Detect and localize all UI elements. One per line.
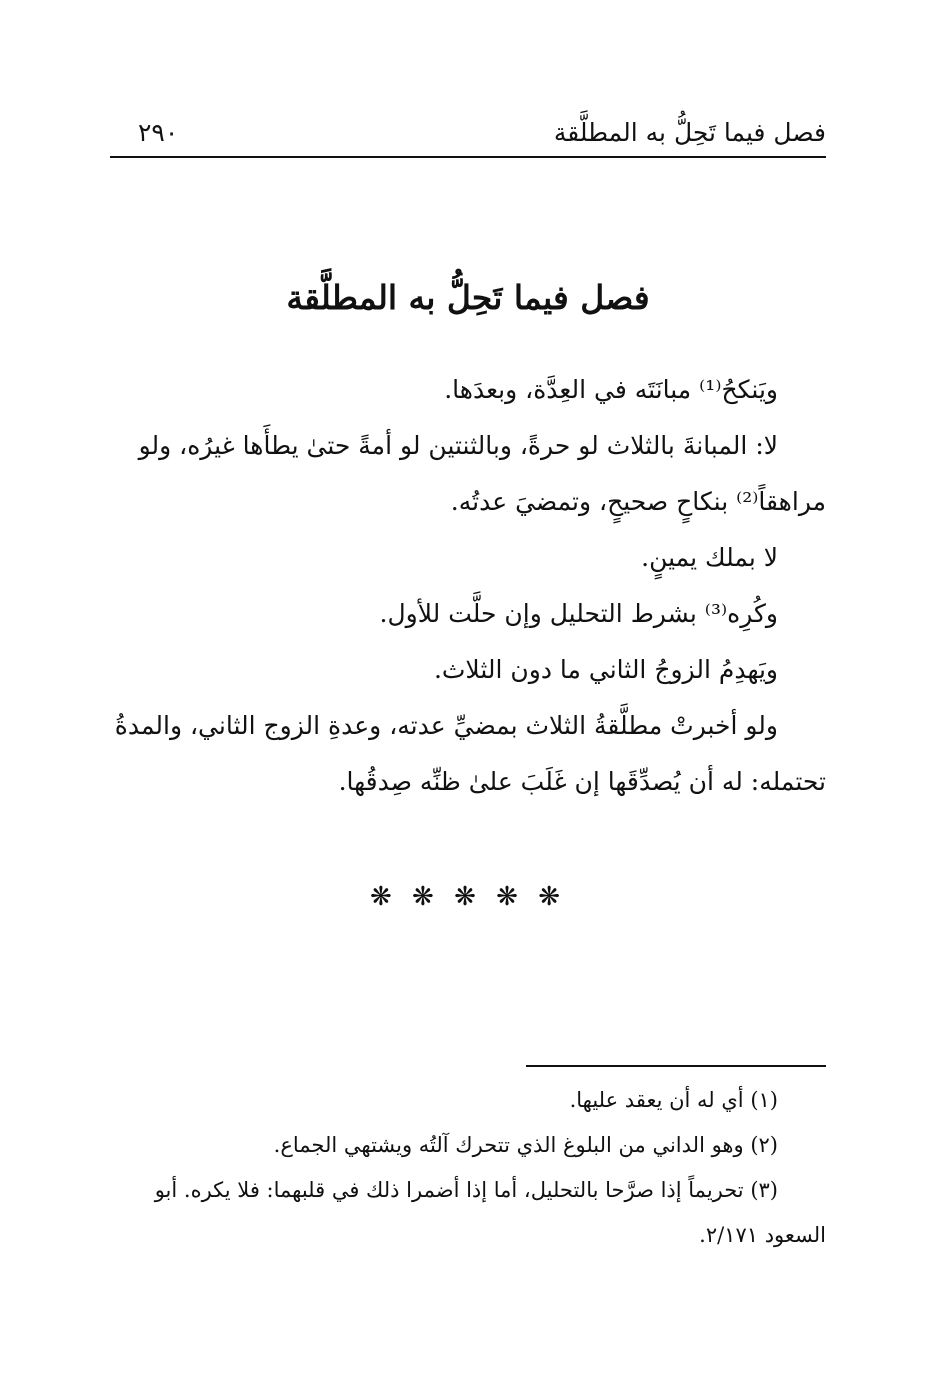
paragraph-2-line-2: مراهقاً⁽²⁾ بنكاحٍ صحيحٍ، وتمضيَ عدتُه. — [450, 487, 826, 516]
page-number: ٢٩٠ — [138, 118, 179, 147]
section-divider: ❋ ❋ ❋ ❋ ❋ — [370, 882, 566, 912]
paragraph-5: ويَهدِمُ الزوجُ الثاني ما دون الثلاث. — [433, 655, 778, 684]
body-text — [110, 362, 826, 810]
paragraph-3: لا بملك يمينٍ. — [641, 543, 778, 572]
footnotes — [110, 1078, 826, 1258]
footnote-3-line-2: السعود ٢/١٧١. — [699, 1223, 826, 1247]
paragraph-6-line-2: تحتمله: له أن يُصدِّقَها إن غَلَبَ علىٰ ظنِّه صِدقُها. — [338, 767, 826, 796]
chapter-title: فصل فيما تَحِلُّ به المطلَّقة — [286, 278, 650, 317]
footnote-2: (٢) وهو الداني من البلوغ الذي تتحرك آلتُه ويشتهي الجماع. — [273, 1133, 778, 1157]
footnote-1: (١) أي له أن يعقد عليها. — [569, 1088, 778, 1112]
paragraph-1: ويَنكحُ⁽¹⁾ مبانَتَه في العِدَّة، وبعدَها. — [444, 375, 778, 404]
paragraph-2-line-1: لا: المبانةَ بالثلاث لو حرةً، وبالثنتين لو أمةً حتىٰ يطأَها غيرُه، ولو — [138, 431, 778, 460]
running-header-title: فصل فيما تَحِلُّ به المطلَّقة — [553, 118, 826, 147]
running-header — [110, 112, 826, 158]
footnote-3-line-1: (٣) تحريماً إذا صرَّحا بالتحليل، أما إذا أضمرا ذلك في قلبهما: فلا يكره. أبو — [154, 1178, 778, 1202]
footnote-separator — [526, 1065, 826, 1067]
paragraph-6-line-1: ولو أخبرتْ مطلَّقةُ الثلاث بمضيِّ عدته، وعدةِ الزوج الثاني، والمدةُ — [114, 711, 778, 740]
paragraph-4: وكُرِه⁽³⁾ بشرط التحليل وإن حلَّت للأول. — [379, 599, 778, 628]
